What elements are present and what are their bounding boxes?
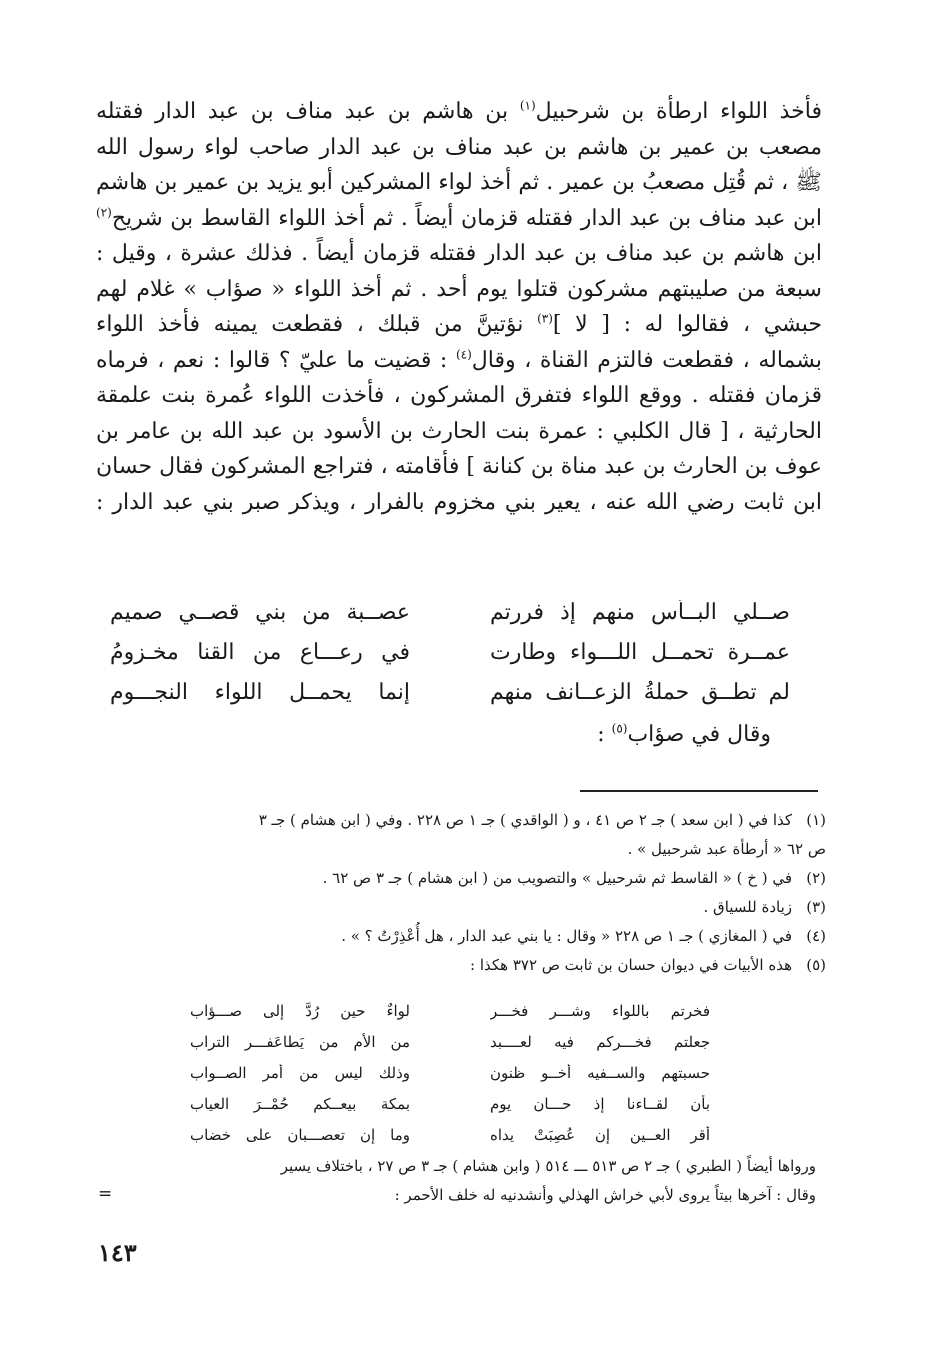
main-line-8: بشماله ، فقطعت فالتزم القناة ، وقال$^{(٤)}$ : قضيت ما عليّ ؟ قالوا : نعم ، فرماه: [96, 347, 822, 373]
poem-hemistich-first: لم تطــق حملةُ الزعــانف منهم: [490, 679, 790, 705]
footnote-text: كذا في ( ابن سعد ) جـ ٢ ص ٤١ ، و ( الواقدي ) جـ ١ ص ٢٢٨ . وفي ( ابن هشام ) جـ ٣: [258, 811, 792, 829]
footnote-hemistich-first: جعلتم فخـــركم فيه لعــــبد: [490, 1032, 710, 1051]
main-line-6: سبعة من صليبتهم مشركون قتلوا يوم أحد . ثم أخذ اللواء « صؤاب » غلام لهم: [96, 276, 822, 302]
continued-mark: =: [98, 1184, 113, 1204]
poem: [110, 592, 790, 712]
poem-hemistich-first: صــلي البــأس منهم إذ فررتم: [490, 599, 790, 625]
footnote-hemistich-first: فخرتم باللواء وشـــر فخـــر: [490, 1001, 710, 1020]
footnote-text: في ( المغازي ) جـ ١ ص ٢٢٨ « وقال : يا بني عبد الدار ، هل أُعْذِرْتُ ؟ » .: [341, 927, 792, 945]
footnote-continuation: ص ٦٢ « أرطأة عبد شرحبيل » .: [627, 840, 826, 858]
footnote-text: زيادة للسياق .: [703, 898, 792, 916]
footnote: [100, 806, 826, 864]
footnote-number: (٤): [806, 927, 826, 945]
footnote-poem: [190, 995, 710, 1150]
poem-verse: [110, 632, 790, 672]
footnote-divider: [580, 790, 818, 792]
footnote-hemistich-first: بأن لقــاءنا إذ حـــان يوم: [490, 1094, 710, 1113]
main-line-3: ﷺ ، ثم قُتِل مصعبُ بن عمير . ثم أخذ لواء المشركين أبو يزيد بن عمير بن هاشم: [96, 170, 822, 195]
footnote-hemistich-first: حسبتهم والســفيه أخــو ظنون: [490, 1063, 710, 1082]
main-line-2: مصعب بن عمير بن هاشم بن عبد مناف بن عبد الدار صاحب لواء رسول الله: [96, 134, 822, 160]
main-line-1: فأخذ اللواء ارطأة بن شرحبيل$^{(١)}$ بن هاشم بن عبد مناف بن عبد الدار فقتله: [96, 98, 822, 124]
footnote-number: (٣): [806, 898, 826, 916]
footnote-hemistich-first: أقر العــين إن عُصِبَتْ يداه: [490, 1125, 710, 1144]
footnote-verse: [190, 995, 710, 1026]
footnote-hemistich-second: بمكة بيعــكم حُمْــرَ العياب: [190, 1094, 410, 1113]
main-line-11: عوف بن الحارث بن عبد مناة بن كنانة ] فأقامته ، فتراجع المشركون فقال حسان: [96, 454, 822, 479]
footnote-verse: [190, 1088, 710, 1119]
footnote-text: هذه الأبيات في ديوان حسان بن ثابت ص ٣٧٢ هكذا :: [470, 956, 792, 974]
footnotes: [100, 806, 826, 980]
main-line-9: قزمان فقتله . ووقع اللواء فتفرق المشركون ، فأخذت اللواء عُمرة بنت علمقة: [96, 383, 822, 408]
footnote-verse: [190, 1026, 710, 1057]
footnote: [100, 893, 826, 922]
footnote-hemistich-second: وذلك ليس من أمر الصــواب: [190, 1063, 410, 1082]
main-text: [96, 94, 822, 520]
main-line-7: حبشي ، فقالوا له : [ لا ]$^{(٣)}$ نؤتينَّ من قبلك ، فقطعت يمينه فأخذ اللواء: [96, 311, 822, 337]
footnote-verse: [190, 1119, 710, 1150]
poem-hemistich-second: في رعـــاع من القنا مخـزومُ: [110, 639, 410, 665]
footnote: [100, 864, 826, 893]
footnote-number: (٥): [806, 956, 826, 974]
footnote-text: في ( خ ) « القاسط ثم شرحبيل » والتصويب من ( ابن هشام ) جـ ٣ ص ٦٢ .: [322, 869, 792, 887]
poem-verse: [110, 672, 790, 712]
footnote-number: (١): [806, 811, 826, 829]
poem-verse: [110, 592, 790, 632]
footnote-hemistich-second: من الأم من يَطاعَفـــر التراب: [190, 1032, 410, 1051]
poem-hemistich-second: إنما يحمــل اللواء النجـــوم: [110, 679, 410, 705]
footnote-closing: [98, 1152, 816, 1210]
main-line-5: ابن هاشم بن عبد مناف بن عبد الدار فقتله قزمان أيضاً . فذلك عشرة ، وقيل :: [96, 241, 822, 266]
footnote-closing-line: وقال : آخرها بيتاً يروى لأبي خراش الهذلي وأنشدنيه له خلف الأحمر :: [394, 1186, 816, 1204]
footnote-closing-line: ورواها أيضاً ( الطبري ) جـ ٢ ص ٥١٣ ـــ ٥١٤ ( وابن هشام ) جـ ٣ ص ٢٧ ، باختلاف يسير: [280, 1157, 816, 1175]
page-number: ١٤٣: [98, 1238, 137, 1267]
poem-intro-line: وقال في صؤاب$^{(٥)}$ :: [597, 721, 771, 747]
poem-hemistich-second: عصــبة من بني قصــي صميم: [110, 599, 410, 625]
footnote-hemistich-second: وما إن تعصـــبان على خضاب: [190, 1125, 410, 1144]
footnote: [100, 922, 826, 951]
footnote-hemistich-second: لواءٌ حين رُدَّ إلى صـــؤاب: [190, 1001, 410, 1020]
main-line-10: الحارثية ، [ قال الكلبي : عمرة بنت الحارث بن الأسود بن عبد الله بن عامر بن: [96, 418, 822, 444]
poem-hemistich-first: عمــرة تحمــل اللـــواء وطارت: [490, 639, 790, 665]
main-line-4: ابن عبد مناف بن عبد الدار فقتله قزمان أيضاً . ثم أخذ اللواء القاسط بن شريح$^{(٢)}$: [96, 205, 822, 231]
footnote: [100, 951, 826, 980]
footnote-verse: [190, 1057, 710, 1088]
footnote-number: (٢): [806, 869, 826, 887]
main-line-12: ابن ثابت رضي الله عنه ، يعير بني مخزوم بالفرار ، ويذكر صبر بني عبد الدار :: [96, 489, 822, 515]
